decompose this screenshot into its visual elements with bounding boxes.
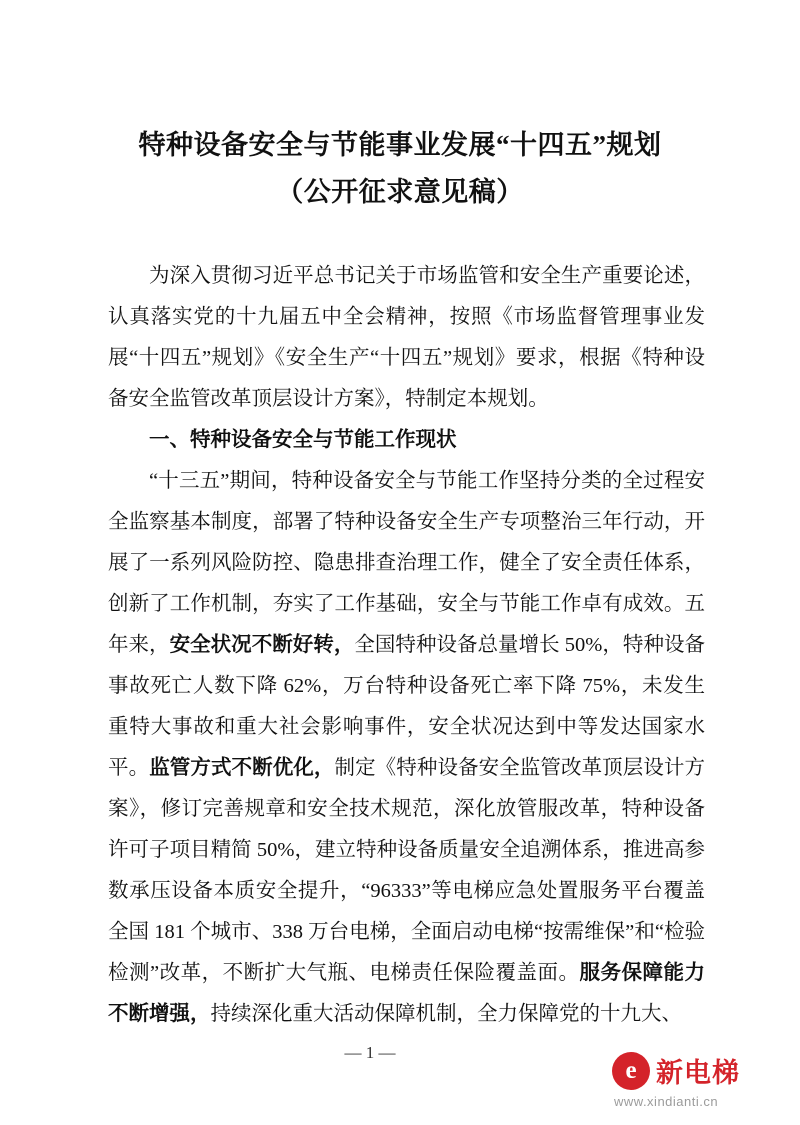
watermark-site-url: www.xindianti.cn [614, 1094, 719, 1109]
para2-bold-3: 服务保障能力不断增强， [108, 962, 705, 1025]
para2-bold-2: 监管方式不断优化， [149, 757, 335, 779]
paragraph-intro: 为深入贯彻习近平总书记关于市场监管和安全生产重要论述，认真落实党的十九届五中全会精神，按照《市场监督管理事业发展“十四五”规划》《安全生产“十四五”规划》要求，根据《特种设备安全监管改革顶层设计方案》，特制定本规划。 [108, 265, 705, 410]
watermark [612, 1045, 782, 1115]
para2-segment-2: 全国特种设备总量增长 50%，特种设备事故死亡人数下降 62%，万台特种设备死亡率下降 75%，未发生重特大事故和重大社会影响事件，安全状况达到中等发达国家水平。 [108, 634, 706, 779]
watermark-site-name: 新电梯 [656, 1058, 740, 1088]
para2-segment-4: 持续深化重大活动保障机制，全力保障党的十九大、 [210, 1003, 682, 1025]
page-number: — 1 — [344, 1043, 396, 1062]
watermark-brand [612, 1051, 740, 1090]
para2-segment-3: 制定《特种设备安全监管改革顶层设计方案》，修订完善规章和安全技术规范，深化放管服改革，特种设备许可子项目精简 50%，建立特种设备质量安全追溯体系，推进高参数承压设备本质安全提升，“96333”等电梯应急处置服务平台覆盖全国 181 个城市、338 万台电梯，全面启动电梯“按需维保”和“检验检测”改革，不断扩大气瓶、电梯责任保险覆盖面。 [108, 757, 706, 984]
para2-bold-1: 安全状况不断好转， [169, 634, 355, 656]
para2-segment-1: “十三五”期间，特种设备安全与节能工作坚持分类的全过程安全监察基本制度，部署了特种设备安全生产专项整治三年行动，开展了一系列风险防控、隐患排查治理工作，健全了安全责任体系，创新了工作机制，夯实了工作基础，安全与节能工作卓有成效。五年来， [108, 470, 705, 656]
brand-logo-icon: e [612, 1052, 650, 1090]
page-title [0, 0, 800, 212]
section-heading-1: 一、特种设备安全与节能工作现状 [149, 429, 457, 451]
document-body [0, 256, 800, 1035]
title-line-2: （公开征求意见稿） [276, 176, 524, 207]
paragraph-current-status [108, 461, 705, 1035]
title-line-1: 特种设备安全与节能事业发展“十四五”规划 [138, 130, 662, 160]
